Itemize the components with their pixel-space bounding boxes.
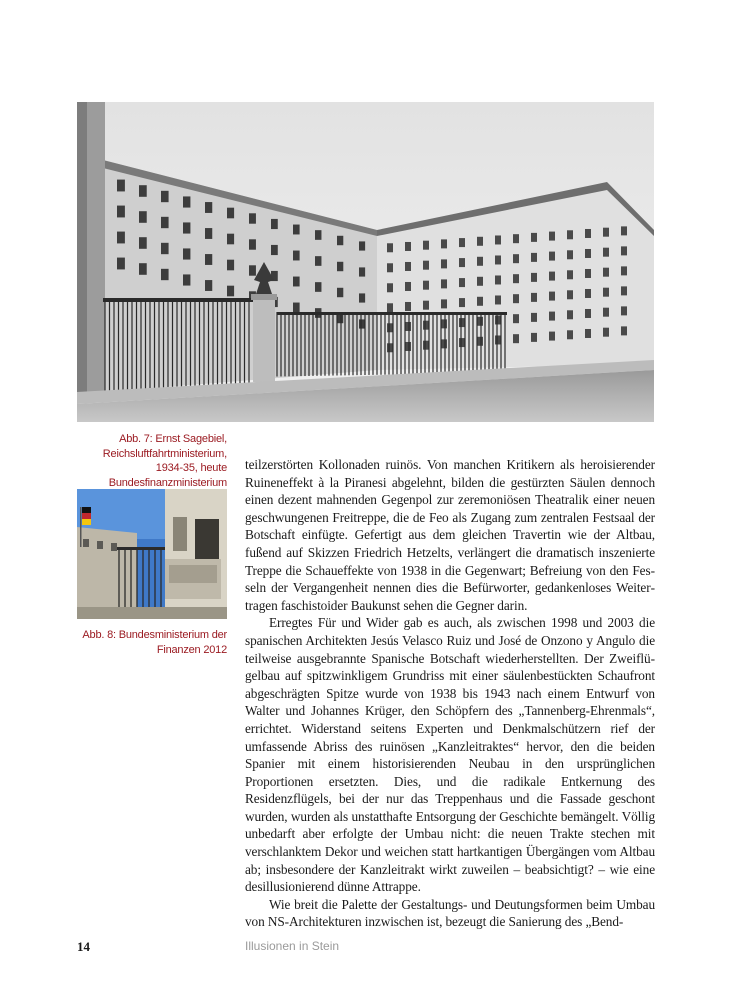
figure-7-photo	[77, 102, 654, 422]
figure-7-caption: Abb. 7: Ernst Sagebiel, Reichsluftfahrtministerium, 1934-35, heute Bundesfinanzministerium	[102, 433, 227, 489]
figure-8-caption: Abb. 8: Bundesministerium der Finanzen 2012	[82, 629, 227, 656]
paragraph-2: Erregtes Für und Wider gab es auch, als zwischen 1998 und 2003 die spanischen Architekten Jesús Velasco Ruiz und José de Onzono y Angulo die teilweise ausgebrannte Spanische Botschaft wiederherstellten. Der Zweiflügelbau auf spitzwinkligem Grundriss mit einer säulenbestückten Schaufront abgeschrägten Spitze wurde von 1938 bis 1943 nach einem Entwurf von Walter und Johannes Krüger, den Schöpfern des „Tannenberg-Ehrenmals“, errichtet. Widerstand seitens Experten und Denkmalschützern rief der umfassende Abriss des ruinösen „Kanzleitraktes“ hervor, den die beiden Spanier mit einem historisierenden Neubau in den ursprünglichen Proportionen ersetzten. Dies, und die radikale Entkernung des Residenzflügels, bei der nur das Treppenhaus und die Fassade geschont wurden, wurden als unstatthafte Entsorgung der Geschichte bemängelt. Völlig unbedarft aber erfolgte der Umbau nicht: die neuen Trakte stechen mit verschlanktem Dekor und weichen statt hartkantigen Übergängen vom Altbau ab; insbesondere der Kanzleitrakt wirkt zuweilen – beabsichtigt? – wie eine desillusionierend dünne Attrappe.	[245, 615, 655, 895]
body-text	[245, 456, 655, 931]
figure-8-photo	[77, 489, 227, 619]
paragraph-1: teilzerstörten Kollonaden ruinös. Von manchen Kritikern als heroisierender Ruineneffekt à la Piranesi abgelehnt, bilden die gestürzten Säulen dennoch einen dezent mahnenden Gegenpol zur zeremoniösen Theatralik einer neuen geschwungenen Freitreppe, die de Feo als Zugang zum zentralen Festsaal der Botschaft einfügte. Gefertigt aus dem gleichen Travertin wie der Altbau, fußend auf Skizzen Friedrich Hetzelts, verlängert die dramatisch inszenierte Treppe die Schaueffekte von 1938 in die Gegenwart; Befreiung von den Fesseln der Vergangenheit nennen dies die Befürworter, gedankenloses Weitertragen faschistoider Baukunst sehen die Gegner darin.	[245, 457, 655, 613]
running-title: Illusionen in Stein	[245, 939, 340, 953]
paragraph-3: Wie breit die Palette der Gestaltungs- und Deutungsformen beim Umbau von NS-Architekturen inzwischen ist, bezeugt die Sanierung des „Bend-	[245, 896, 655, 930]
page-number: 14	[77, 939, 90, 954]
